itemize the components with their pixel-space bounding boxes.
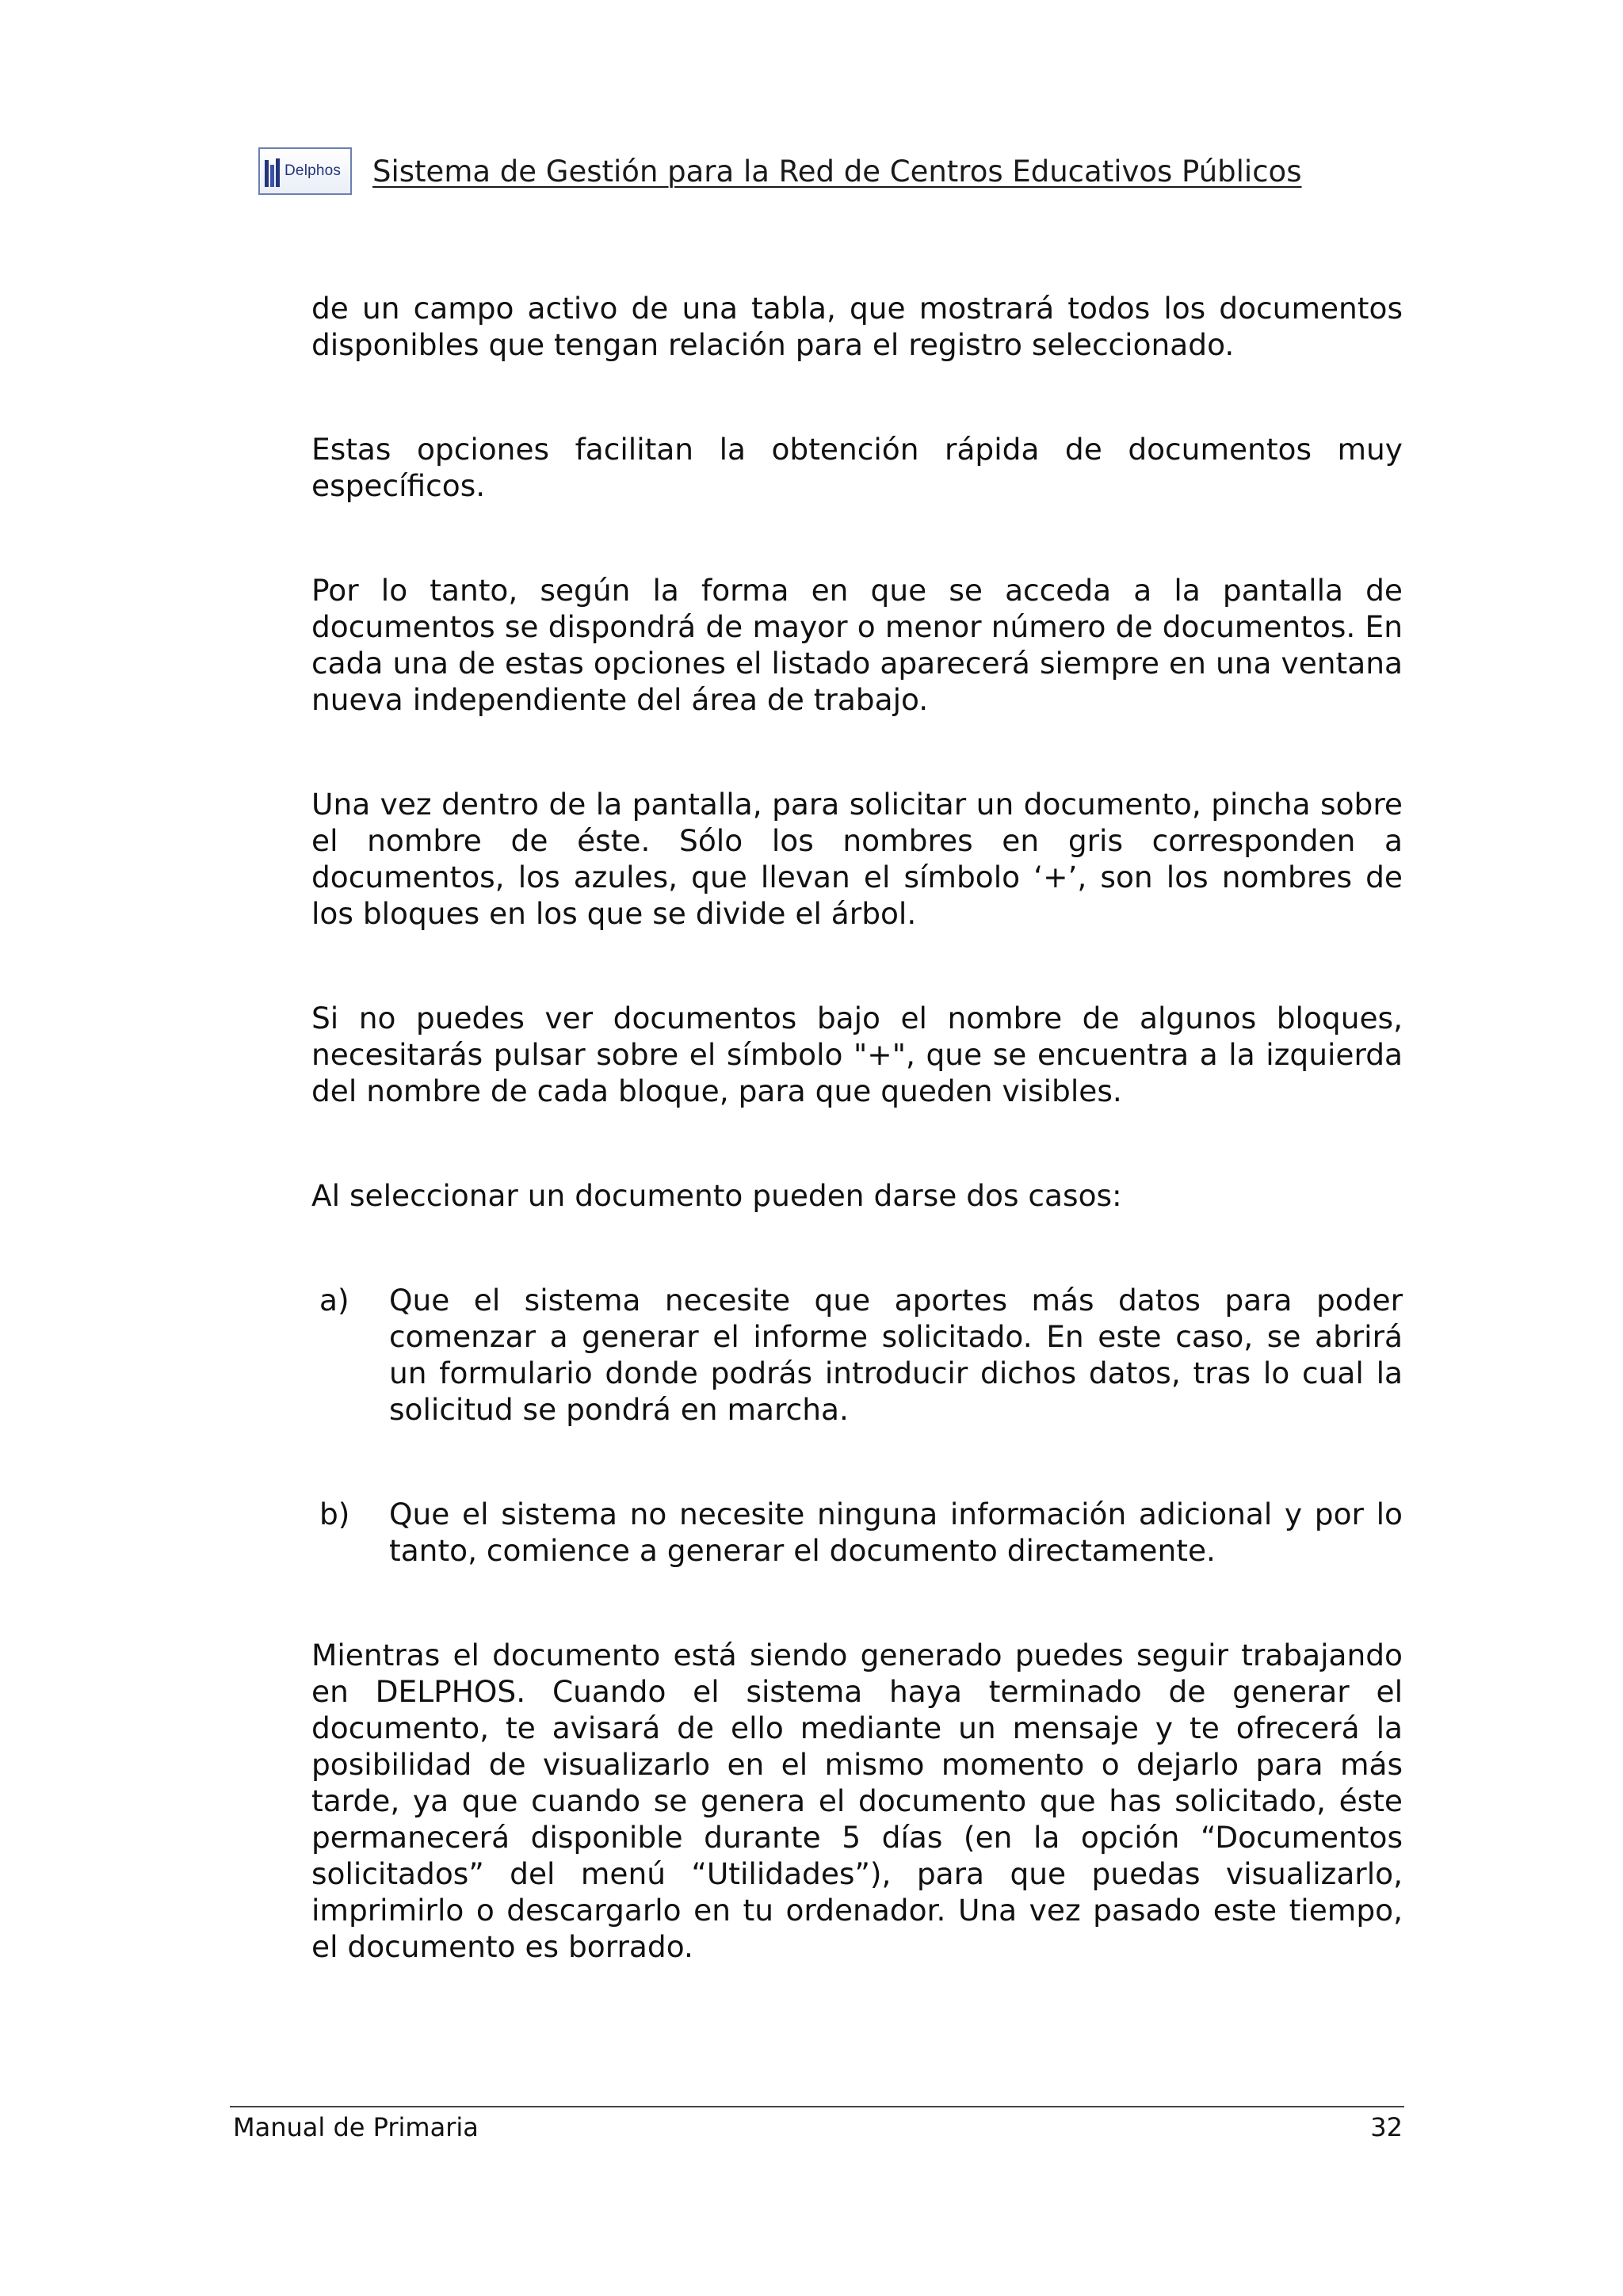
page-number: 32 — [1370, 2112, 1403, 2142]
paragraph-3: Por lo tanto, según la forma en que se acceda a la pantalla de documentos se dispondrá de mayor o menor número de documentos. En cada una de estas opciones el listado aparecerá siempre en una ventana nueva independiente del área de trabajo. — [311, 573, 1403, 717]
columns-icon — [265, 155, 281, 187]
paragraph-4: Una vez dentro de la pantalla, para solicitar un documento, pincha sobre el nombre de éste. Sólo los nombres en gris corresponden a documentos, los azules, que llevan el símbolo ‘+’, son los nombres de los bloques en los que se divide el árbol. — [311, 787, 1403, 931]
header-title: Sistema de Gestión para la Red de Centros Educativos Públicos — [372, 154, 1302, 189]
paragraph-1: de un campo activo de una tabla, que mostrará todos los documentos disponibles que tengan relación para el registro seleccionado. — [311, 291, 1403, 362]
footer-divider — [230, 2106, 1404, 2107]
page-header — [258, 147, 1301, 195]
closing-paragraph: Mientras el documento está siendo generado puedes seguir trabajando en DELPHOS. Cuando el sistema haya terminado de generar el documento, te avisará de ello mediante un mensaje y te ofrecerá la posibilidad de visualizarlo en el mismo momento o dejarlo para más tarde, ya que cuando se genera el documento que has solicitado, éste permanecerá disponible durante 5 días (en la opción “Documentos solicitados” del menú “Utilidades”), para que puedas visualizarlo, imprimirlo o descargarlo en tu ordenador. Una vez pasado este tiempo, el documento es borrado. — [311, 1638, 1403, 1964]
list-item-text: Que el sistema necesite que aportes más datos para poder comenzar a generar el informe solicitado. En este caso, se abrirá un formulario donde podrás introducir dichos datos, tras lo cual la solicitud se pondrá en marcha. — [389, 1283, 1403, 1427]
paragraph-2: Estas opciones facilitan la obtención rápida de documentos muy específicos. — [311, 432, 1403, 503]
list-marker: a) — [319, 1283, 349, 1318]
list-item-text: Que el sistema no necesite ninguna información adicional y por lo tanto, comience a generar el documento directamente. — [389, 1497, 1403, 1568]
paragraph-5: Si no puedes ver documentos bajo el nombre de algunos bloques, necesitarás pulsar sobre el símbolo "+", que se encuentra a la izquierda del nombre de cada bloque, para que queden visibles. — [311, 1001, 1403, 1108]
list-item-b — [311, 1496, 1403, 1569]
logo-text: Delphos — [285, 162, 342, 179]
footer-manual-title: Manual de Primaria — [233, 2112, 479, 2142]
paragraph-6: Al seleccionar un documento pueden darse dos casos: — [311, 1178, 1122, 1213]
list-marker: b) — [319, 1497, 350, 1531]
list-item-a — [311, 1282, 1403, 1428]
document-body — [311, 290, 1403, 1965]
delphos-logo — [258, 147, 352, 195]
